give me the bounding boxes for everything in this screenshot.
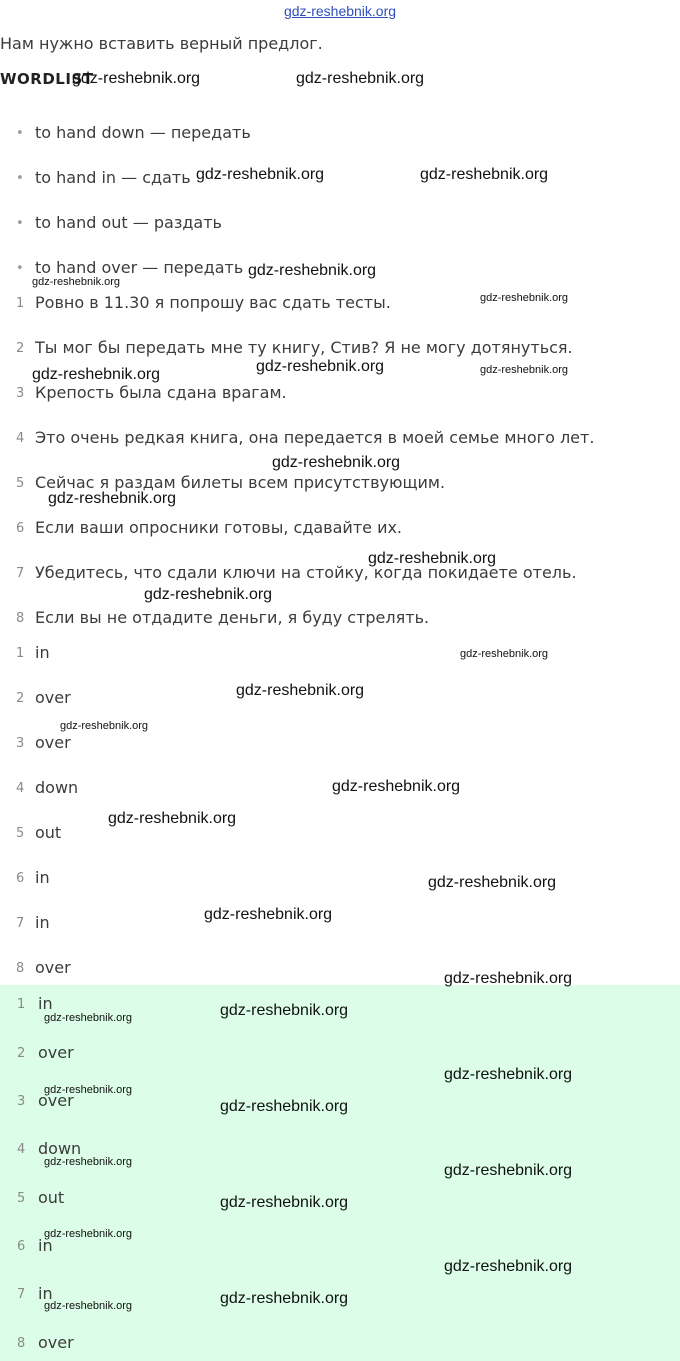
sentence-number: 2	[16, 341, 25, 356]
watermark: gdz-reshebnik.org	[332, 778, 461, 795]
answer-text: in	[35, 913, 50, 932]
watermark: gdz-reshebnik.org	[480, 364, 569, 376]
answer-text: over	[35, 733, 71, 752]
watermark: gdz-reshebnik.org	[32, 276, 121, 288]
watermark: gdz-reshebnik.org	[236, 682, 365, 699]
answer-text: down	[35, 778, 79, 797]
answer-text: in	[38, 994, 53, 1013]
sentence-number: 3	[16, 386, 25, 401]
bullet-icon: •	[16, 216, 24, 231]
sentence-text: Сейчас я раздам билеты всем присутствующим.	[35, 473, 446, 492]
watermark: gdz-reshebnik.org	[220, 1194, 349, 1211]
watermark: gdz-reshebnik.org	[44, 1300, 133, 1312]
answer-number: 4	[17, 1142, 26, 1157]
watermark: gdz-reshebnik.org	[60, 720, 149, 732]
site-link[interactable]: gdz-reshebnik.org	[283, 3, 397, 19]
answer-text: out	[35, 823, 62, 842]
answer-number: 5	[17, 1191, 26, 1206]
answer-number: 8	[17, 1336, 26, 1351]
answer-number: 3	[16, 736, 25, 751]
answer-number: 5	[16, 826, 25, 841]
answer-text: in	[35, 643, 50, 662]
bullet-icon: •	[16, 261, 24, 276]
answer-text: over	[38, 1091, 74, 1110]
sentence-text: Это очень редкая книга, она передается в моей семье много лет.	[35, 428, 595, 447]
watermark: gdz-reshebnik.org	[460, 648, 549, 660]
wordlist-item: to hand down — передать	[35, 123, 251, 142]
watermark: gdz-reshebnik.org	[220, 1002, 349, 1019]
sentence-text: Если вы не отдадите деньги, я буду стрелять.	[35, 608, 430, 627]
answer-number: 7	[16, 916, 25, 931]
watermark: gdz-reshebnik.org	[204, 906, 333, 923]
watermark: gdz-reshebnik.org	[428, 874, 557, 891]
wordlist-item: to hand in — сдать	[35, 168, 191, 187]
sentence-number: 5	[16, 476, 25, 491]
answer-text: over	[35, 958, 71, 977]
answer-number: 2	[17, 1046, 26, 1061]
sentence-text: Убедитесь, что сдали ключи на стойку, когда покидаете отель.	[35, 563, 577, 582]
watermark: gdz-reshebnik.org	[220, 1290, 349, 1307]
sentence-text: Крепость была сдана врагам.	[35, 383, 287, 402]
watermark: gdz-reshebnik.org	[220, 1098, 349, 1115]
sentence-number: 7	[16, 566, 25, 581]
watermark: gdz-reshebnik.org	[444, 1066, 573, 1083]
watermark: gdz-reshebnik.org	[272, 454, 401, 471]
watermark: gdz-reshebnik.org	[108, 810, 237, 827]
answer-text: out	[38, 1188, 65, 1207]
watermark: gdz-reshebnik.org	[444, 1162, 573, 1179]
bullet-icon: •	[16, 171, 24, 186]
watermark: gdz-reshebnik.org	[256, 358, 385, 375]
answer-number: 6	[16, 871, 25, 886]
sentence-text: Ровно в 11.30 я попрошу вас сдать тесты.	[35, 293, 391, 312]
answer-number: 3	[17, 1094, 26, 1109]
watermark: gdz-reshebnik.org	[444, 1258, 573, 1275]
watermark: gdz-reshebnik.org	[144, 586, 273, 603]
answer-number: 8	[16, 961, 25, 976]
sentence-text: Ты мог бы передать мне ту книгу, Стив? Я не могу дотянуться.	[35, 338, 573, 357]
answer-text: over	[38, 1333, 74, 1352]
wordlist-heading: WORDLIST	[0, 70, 94, 88]
watermark: gdz-reshebnik.org	[44, 1156, 133, 1168]
answer-number: 1	[17, 997, 26, 1012]
answer-number: 7	[17, 1287, 26, 1302]
wordlist-item: to hand over — передать	[35, 258, 244, 277]
bullet-icon: •	[16, 126, 24, 141]
watermark: gdz-reshebnik.org	[480, 292, 569, 304]
watermark: gdz-reshebnik.org	[444, 970, 573, 987]
watermark: gdz-reshebnik.org	[196, 166, 325, 183]
watermark: gdz-reshebnik.org	[32, 366, 161, 383]
watermark: gdz-reshebnik.org	[44, 1012, 133, 1024]
answer-text: over	[35, 688, 71, 707]
sentence-text: Если ваши опросники готовы, сдавайте их.	[35, 518, 403, 537]
answer-number: 1	[16, 646, 25, 661]
wordlist-item: to hand out — раздать	[35, 213, 222, 232]
answer-text: in	[38, 1284, 53, 1303]
watermark: gdz-reshebnik.org	[420, 166, 549, 183]
answer-text: in	[35, 868, 50, 887]
answer-text: down	[38, 1139, 82, 1158]
answer-number: 2	[16, 691, 25, 706]
watermark: gdz-reshebnik.org	[368, 550, 497, 567]
watermark: gdz-reshebnik.org	[44, 1228, 133, 1240]
sentence-number: 6	[16, 521, 25, 536]
answer-text: over	[38, 1043, 74, 1062]
sentence-number: 1	[16, 296, 25, 311]
answer-number: 6	[17, 1239, 26, 1254]
watermark: gdz-reshebnik.org	[48, 490, 177, 507]
watermark: gdz-reshebnik.org	[44, 1084, 133, 1096]
watermark: gdz-reshebnik.org	[296, 70, 425, 87]
watermark: gdz-reshebnik.org	[248, 262, 377, 279]
sentence-number: 4	[16, 431, 25, 446]
sentence-number: 8	[16, 611, 25, 626]
watermark: gdz-reshebnik.org	[72, 70, 201, 87]
task-instruction: Нам нужно вставить верный предлог.	[0, 34, 323, 53]
answer-text: in	[38, 1236, 53, 1255]
answer-number: 4	[16, 781, 25, 796]
